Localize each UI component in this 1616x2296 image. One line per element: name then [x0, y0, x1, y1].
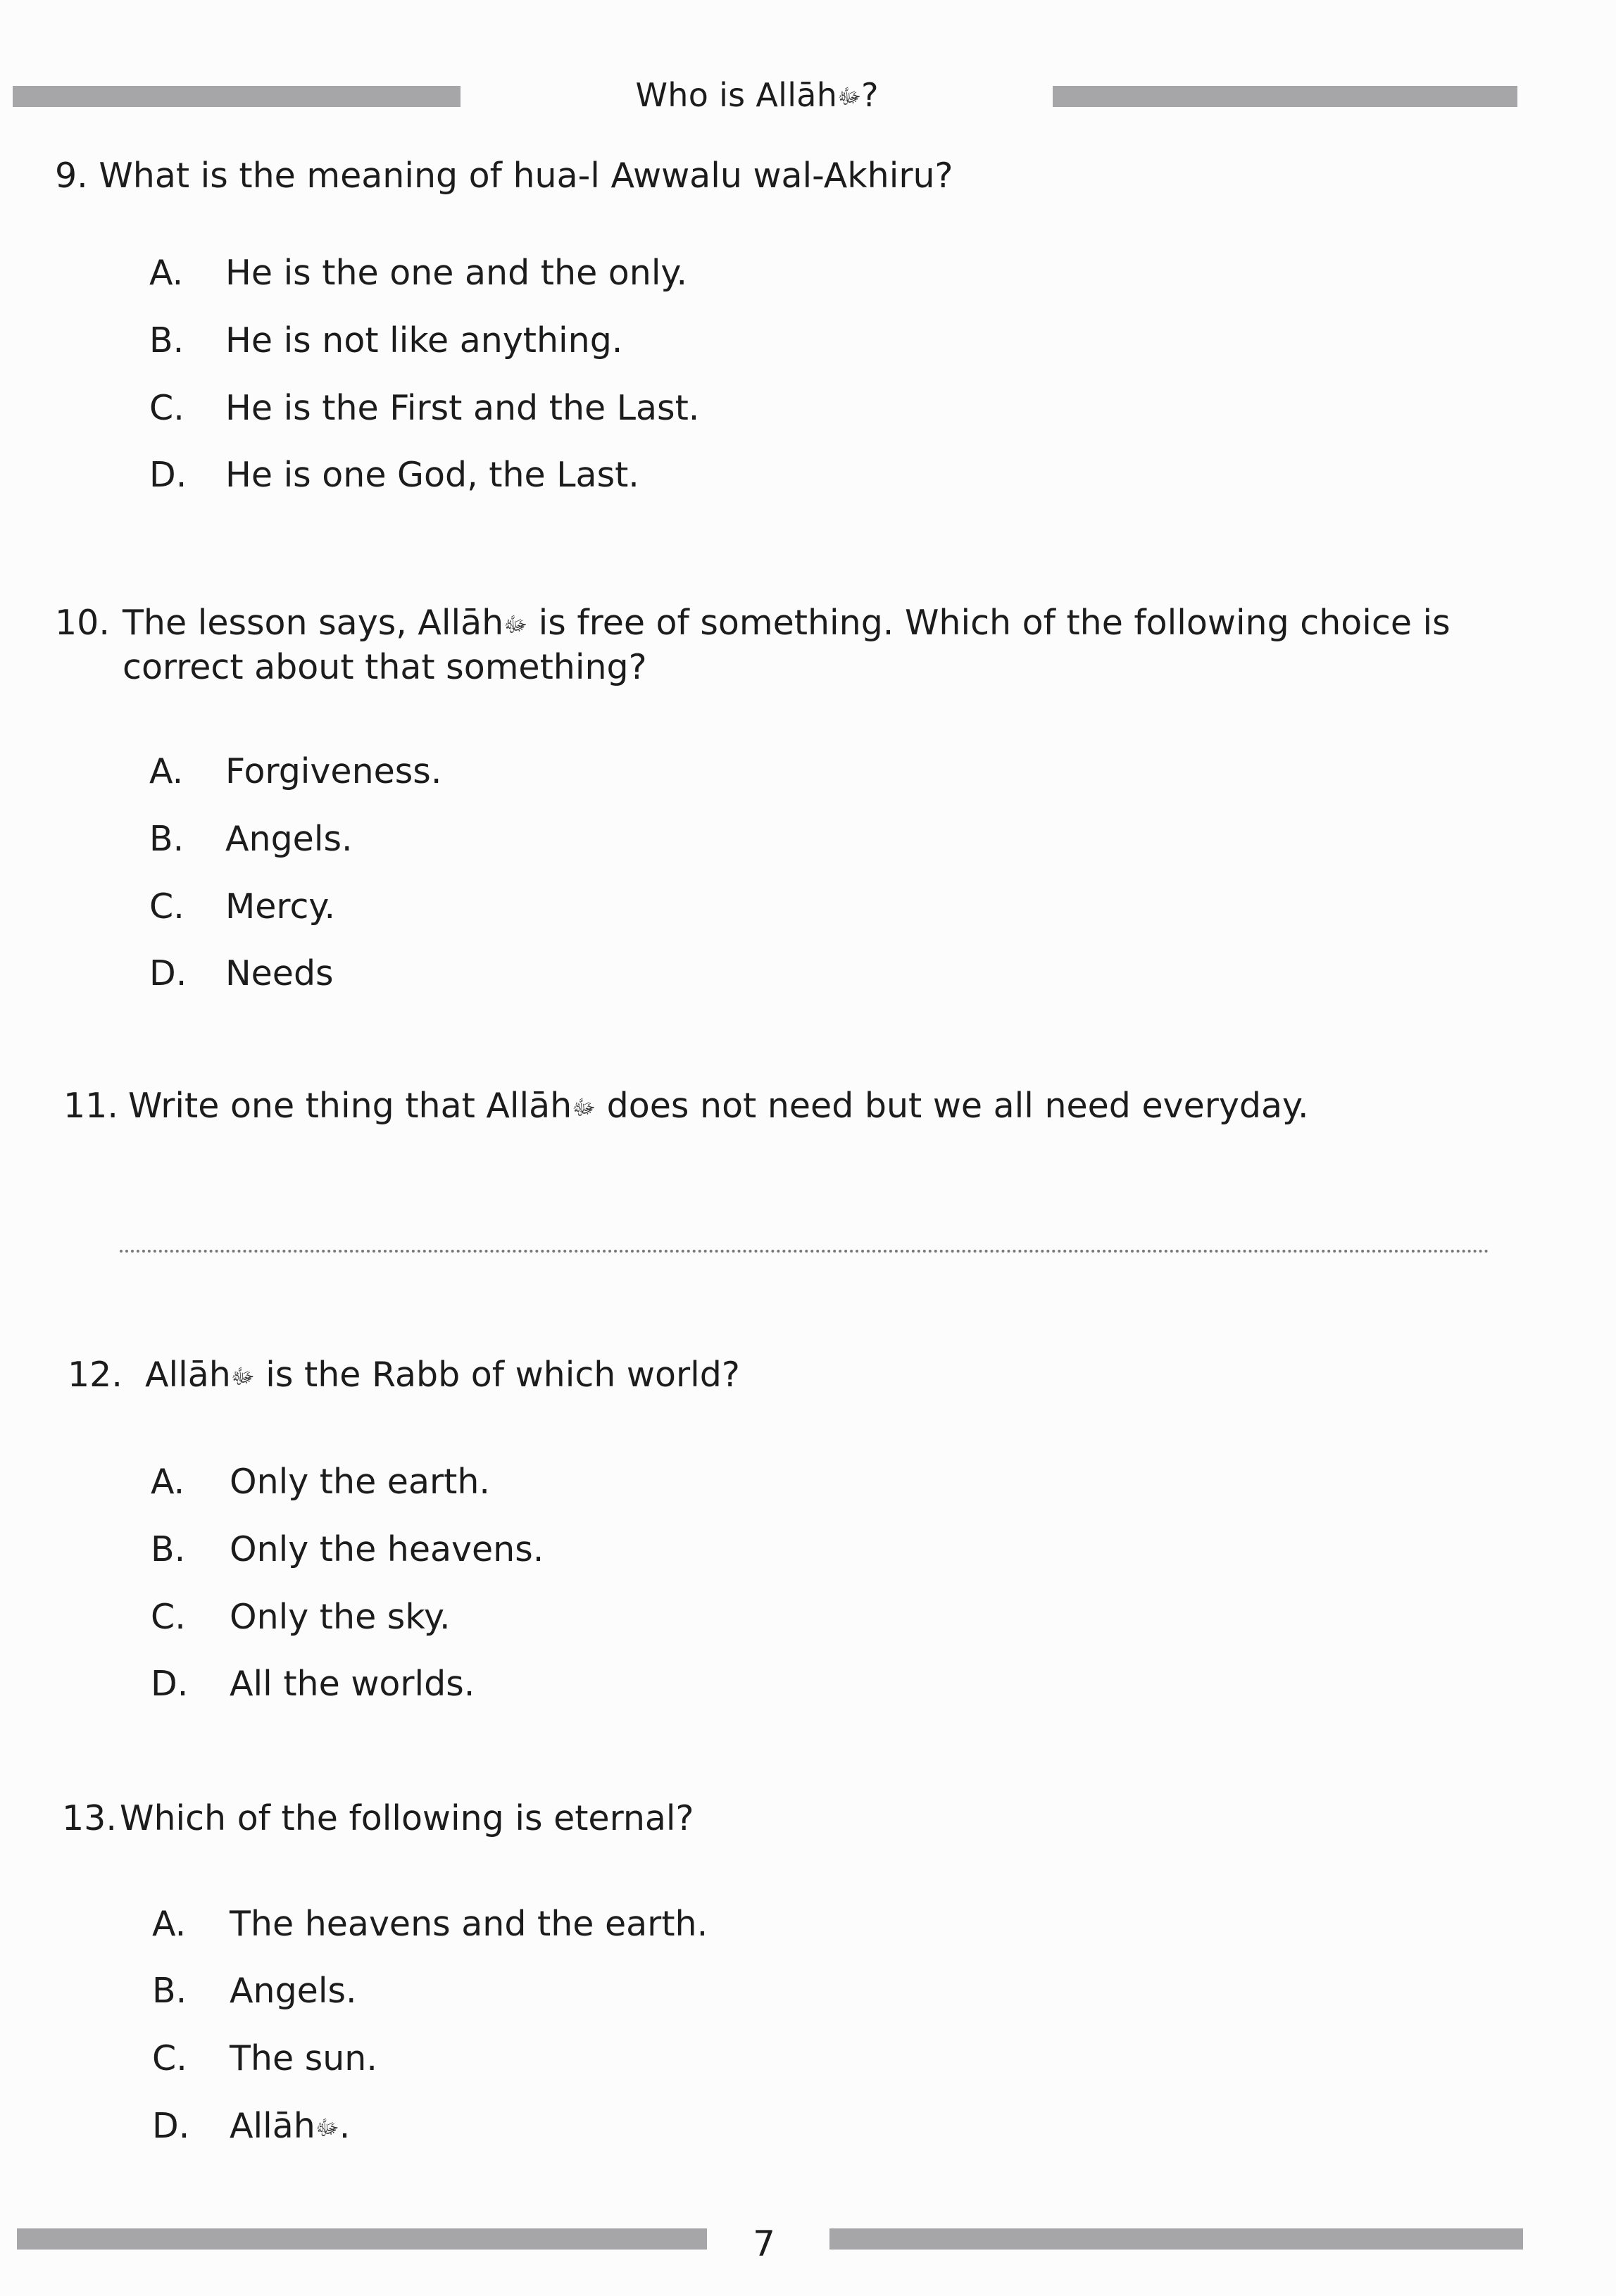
page-title: Who is Allāhﷻ? — [635, 76, 879, 114]
honorific-icon: ﷻ — [837, 84, 862, 109]
option-9d: D. He is one God, the Last. — [149, 455, 639, 495]
honorific-icon: ﷻ — [503, 613, 528, 637]
option-10d: D. Needs — [149, 953, 334, 993]
question-number: 10. — [55, 603, 110, 643]
footer-bar-left — [17, 2228, 707, 2250]
option-10b: B. Angels. — [149, 819, 353, 859]
option-12a: A. Only the earth. — [151, 1462, 490, 1502]
question-13: 13.Which of the following is eternal? — [62, 1798, 694, 1838]
option-12d: D. All the worlds. — [151, 1664, 475, 1704]
option-9c: C. He is the First and the Last. — [149, 388, 700, 428]
question-10: 10. The lesson says, Allāhﷻ is free of something. Which of the following choice is correct about that something? — [55, 603, 1451, 687]
option-13d: D. Allāhﷻ. — [152, 2106, 351, 2146]
option-9a: A. He is the one and the only. — [149, 253, 688, 293]
question-number: 9. — [55, 156, 88, 196]
question-9 — [55, 155, 953, 197]
question-text: What is the meaning of hua-l Awwalu wal-Akhiru? — [99, 156, 953, 196]
answer-line[interactable] — [120, 1250, 1489, 1253]
option-12b: B. Only the heavens. — [151, 1529, 544, 1569]
question-11: 11. Write one thing that Allāhﷻ does not need but we all need everyday. — [63, 1086, 1309, 1126]
honorific-icon: ﷻ — [572, 1096, 596, 1120]
option-9b: B. He is not like anything. — [149, 320, 623, 360]
option-13b: B. Angels. — [152, 1971, 357, 2011]
page-number: 7 — [753, 2223, 775, 2264]
option-13a: A. The heavens and the earth. — [152, 1904, 708, 1944]
question-12: 12. Allāhﷻ is the Rabb of which world? — [68, 1355, 740, 1395]
question-number: 11. — [63, 1086, 118, 1126]
option-13c: C. The sun. — [152, 2038, 377, 2078]
option-12c: C. Only the sky. — [151, 1597, 451, 1637]
footer-bar-right — [829, 2228, 1523, 2250]
option-10c: C. Mercy. — [149, 886, 336, 927]
option-10a: A. Forgiveness. — [149, 751, 442, 791]
honorific-icon: ﷻ — [315, 2116, 339, 2140]
question-number: 12. — [68, 1355, 123, 1395]
question-number: 13. — [62, 1798, 117, 1838]
honorific-icon: ﷻ — [230, 1365, 255, 1389]
